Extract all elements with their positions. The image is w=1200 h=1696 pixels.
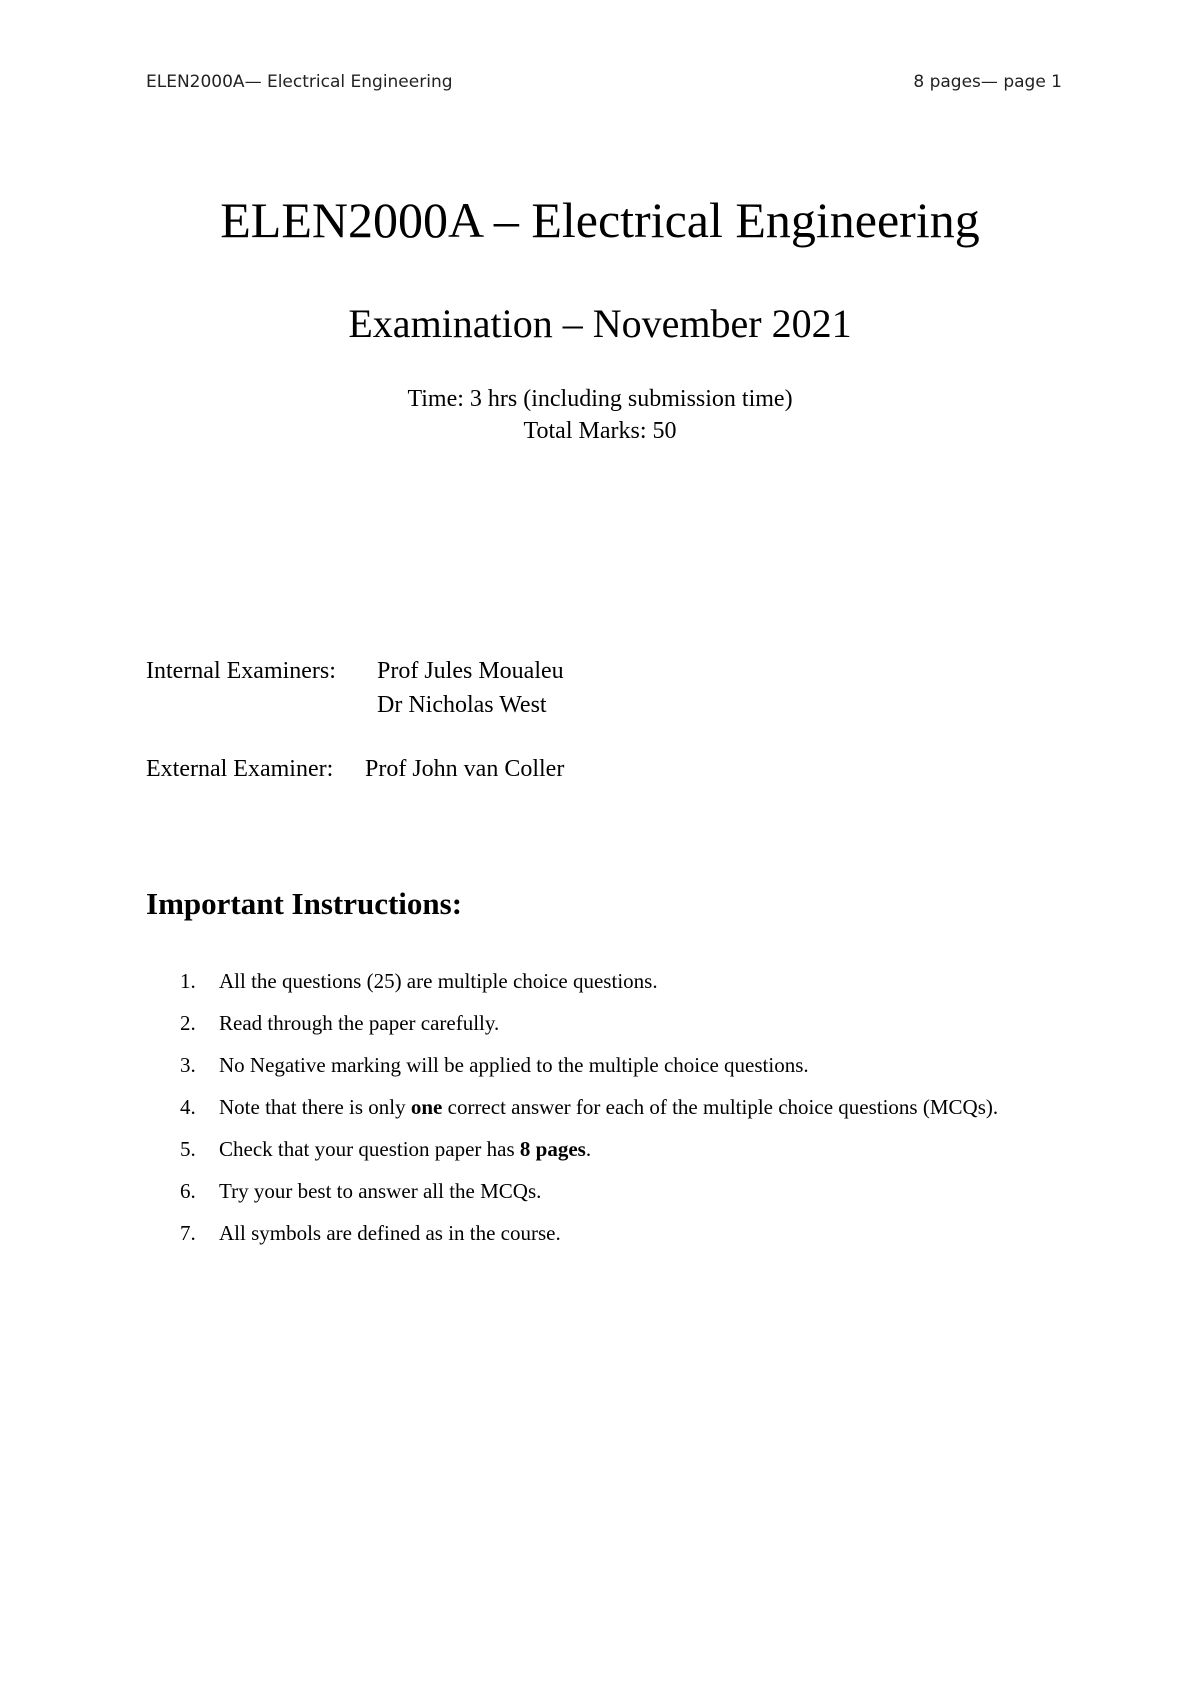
- exam-total-marks: Total Marks: 50: [523, 418, 677, 444]
- exam-time: Time: 3 hrs (including submission time): [407, 386, 793, 412]
- instruction-number: 5.: [180, 1137, 196, 1161]
- instruction-item: 7. All symbols are defined as in the course.: [146, 1212, 1064, 1254]
- instruction-number: 3.: [180, 1053, 196, 1077]
- instruction-emphasis: 8 pages: [519, 1137, 586, 1161]
- header-course: ELEN2000A— Electrical Engineering: [146, 72, 453, 92]
- instructions-list: [146, 960, 1064, 1254]
- instruction-item: 6. Try your best to answer all the MCQs.: [146, 1170, 1064, 1212]
- external-examiner-name: Prof John van Coller: [365, 756, 565, 782]
- running-header: [146, 72, 1062, 102]
- internal-examiners-label: Internal Examiners:: [146, 658, 336, 684]
- instruction-number: 7.: [180, 1221, 196, 1245]
- exam-subtitle: Examination – November 2021: [348, 301, 852, 346]
- page-title: ELEN2000A – Electrical Engineering: [220, 192, 980, 248]
- instruction-number: 2.: [180, 1011, 196, 1035]
- internal-examiner-row: [146, 654, 1046, 688]
- instruction-item: 5. Check that your question paper has 8 pages.: [146, 1128, 1064, 1170]
- instruction-item: 2. Read through the paper carefully.: [146, 1002, 1064, 1044]
- instruction-number: 1.: [180, 969, 196, 993]
- header-page-number: 8 pages— page 1: [913, 72, 1062, 92]
- external-examiner-row: [146, 752, 1046, 786]
- instruction-item: 1. All the questions (25) are multiple choice questions.: [146, 960, 1064, 1002]
- exam-meta: [0, 383, 1200, 447]
- external-examiner-label: External Examiner:: [146, 756, 334, 782]
- instructions-heading: Important Instructions:: [146, 886, 463, 921]
- examiners-block: [146, 654, 1046, 786]
- instruction-emphasis: one: [410, 1095, 443, 1119]
- internal-examiner-name: Dr Nicholas West: [377, 692, 547, 718]
- instruction-item: 4. Note that there is only one correct answer for each of the multiple choice questions (MCQs).: [146, 1086, 1064, 1128]
- instruction-number: 4.: [180, 1095, 196, 1119]
- instruction-item: 3. No Negative marking will be applied to the multiple choice questions.: [146, 1044, 1064, 1086]
- internal-examiner-row: [146, 688, 1046, 722]
- internal-examiner-name: Prof Jules Moualeu: [377, 658, 564, 684]
- instruction-number: 6.: [180, 1179, 196, 1203]
